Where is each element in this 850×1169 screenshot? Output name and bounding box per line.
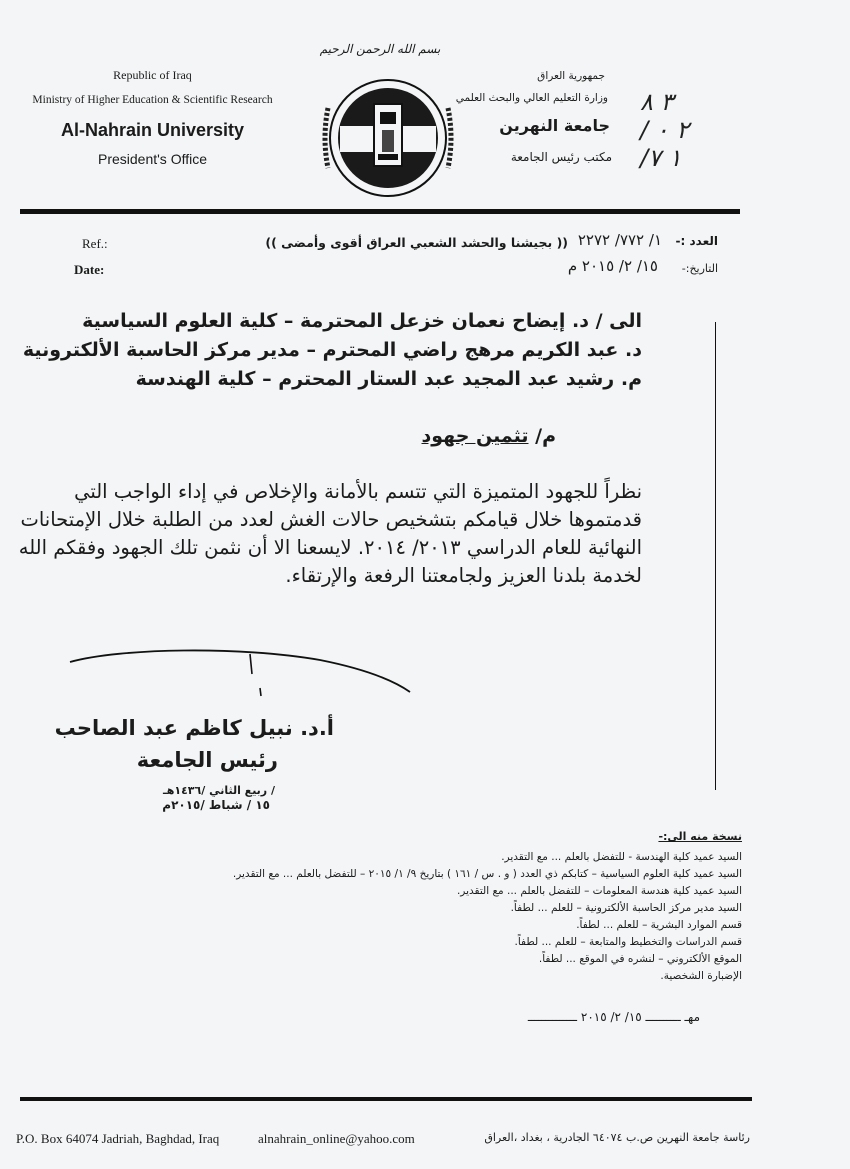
ref-label: Ref.: <box>82 236 108 251</box>
footer-address-ar: رئاسة جامعة النهرين ص.ب ٦٤٠٧٤ الجادرية ، بغداد ،العراق <box>484 1131 750 1144</box>
addressee-1: الى / د. إيضاح نعمان خزعل المحترمة – كلية العلوم السياسية <box>82 310 642 332</box>
handwritten-signature <box>60 640 420 720</box>
header-rule <box>20 209 740 214</box>
signatory-title: رئيس الجامعة <box>136 748 278 772</box>
cc-item: الموقع الألكتروني – لنشره في الموقع ... لطفاً. <box>538 953 742 965</box>
slogan: (( بجيشنا والحشد الشعبي العراق أقوى وأمضى )) <box>265 235 568 250</box>
body-line-3: النهائية للعام الدراسي ٢٠١٣/ ٢٠١٤. لايسعنا الا أن نثمن تلك الجهود وفقكم الله <box>18 536 642 559</box>
header-ar-line1: جمهورية العراق <box>537 70 605 82</box>
body-line-1: نظراً للجهود المتميزة التي تتسم بالأمانة والإخلاص في إداء الواجب التي <box>74 480 642 503</box>
signature-date-gregorian: ١٥ / شباط /٢٠١٥م <box>162 798 270 812</box>
university-seal-logo <box>318 68 458 208</box>
header-en-office: President's Office <box>97 151 208 167</box>
date-value: ١٥/ ٢/ ٢٠١٥ م <box>567 257 658 275</box>
body-line-4: لخدمة بلدنا العزيز ولجامعتنا الرفعة والإرتقاء. <box>285 564 642 587</box>
header-ar-university: جامعة النهرين <box>499 116 610 135</box>
cc-item: السيد عميد كلية هندسة المعلومات – للتفضل بالعلم ... مع التقدير. <box>456 885 742 897</box>
header-en-university: Al-Nahrain University <box>60 120 245 140</box>
subject-prefix: م/ <box>535 425 556 447</box>
addressee-3: م. رشيد عبد المجيد عبد الستار المحترم – كلية الهندسة <box>135 368 642 390</box>
addressee-2: د. عبد الكريم مرهج راضي المحترم – مدير مركز الحاسبة الألكترونية <box>22 339 642 361</box>
cc-item: السيد عميد كلية الهندسة - للتفضل بالعلم ... مع التقدير. <box>501 851 742 863</box>
number-label: العدد :- <box>675 234 718 248</box>
footer-rule <box>20 1097 752 1101</box>
cc-item: السيد عميد كلية العلوم السياسية – كتابكم ذي العدد ( و . س / ١٦١ ) بتاريخ ٩/ ١/ ٢٠١٥ – للتفضل بالعلم ... مع التقدير. <box>232 868 742 880</box>
cc-item: قسم الدراسات والتخطيط والمتابعة – للعلم ... لطفاً. <box>514 936 742 948</box>
header-en-line1: Republic of Iraq <box>113 68 192 82</box>
signature-date-hijri: / ربيع الثاني /١٤٣٦هـ <box>162 784 275 797</box>
header-ar-office: مكتب رئيس الجامعة <box>510 150 612 164</box>
signatory-name: أ.د. نبيل كاظم عبد الصاحب <box>54 716 334 740</box>
footer-address-en: P.O. Box 64074 Jadriah, Baghdad, Iraq <box>16 1131 220 1146</box>
subject-text: تثمين جهود <box>421 425 529 447</box>
body-line-2: قدمتموها خلال قيامكم بتشخيص حالات الغش لعدد من الطلبة خلال الإمتحانات <box>20 508 642 531</box>
cc-item: قسم الموارد البشرية – للعلم ... لطفاً. <box>576 919 742 931</box>
cc-item: السيد مدير مركز الحاسبة الألكترونية – للعلم ... لطفاً. <box>510 902 742 914</box>
number-value: ١/ ٧٧٢/ ٢٢٧٢ <box>577 231 662 249</box>
footer-email[interactable]: alnahrain_online@yahoo.com <box>258 1131 415 1146</box>
date-label: Date: <box>74 262 105 277</box>
closing-line: مهـ ــــــــــ ١٥/ ٢/ ٢٠١٥ ــــــــــــــ <box>527 1010 700 1024</box>
cc-item: الإضبارة الشخصية. <box>660 970 742 982</box>
header-ar-ministry: وزارة التعليم العالي والبحث العلمي <box>455 92 608 104</box>
cc-heading: نسخة منه الى:- <box>658 830 742 843</box>
date-label-ar: التاريخ:- <box>681 262 718 275</box>
subject-line <box>422 425 557 447</box>
header-en-ministry: Ministry of Higher Education & Scientific Research <box>32 94 273 106</box>
handwritten-note: ٣ ٨ / ٢ ٠ /١ ٧ <box>640 88 690 172</box>
margin-line <box>715 322 716 790</box>
basmala: بسم الله الرحمن الرحيم <box>319 42 441 56</box>
